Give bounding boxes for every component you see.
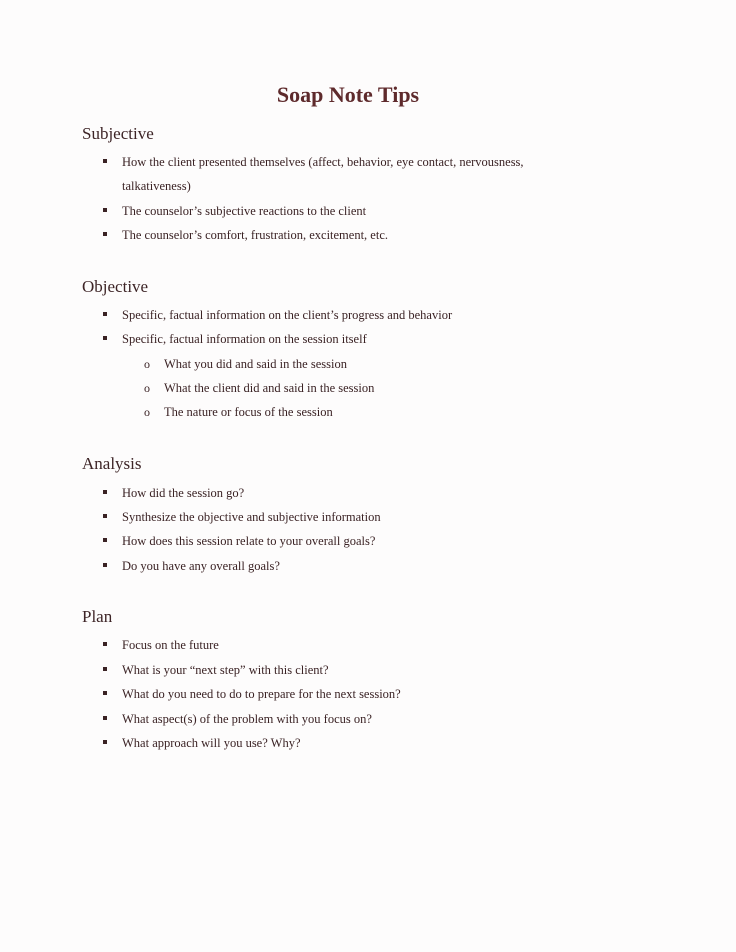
- list-item: Specific, factual information on the session itself: [122, 332, 367, 346]
- bullet-icon: [103, 563, 107, 567]
- section-heading-objective: Objective: [82, 277, 149, 296]
- bullet-icon: [103, 691, 107, 695]
- sub-bullet-icon: o: [144, 381, 150, 395]
- list-item: Synthesize the objective and subjective information: [122, 510, 381, 524]
- bullet-icon: [103, 336, 107, 340]
- list-item: What is your “next step” with this client?: [122, 663, 329, 677]
- bullet-icon: [103, 514, 107, 518]
- bullet-icon: [103, 490, 107, 494]
- section-heading-subjective: Subjective: [82, 124, 154, 143]
- bullet-icon: [103, 642, 107, 646]
- bullet-icon: [103, 312, 107, 316]
- sub-bullet-icon: o: [144, 357, 150, 371]
- list-item-continuation: talkativeness): [122, 179, 191, 193]
- list-item: Specific, factual information on the client’s progress and behavior: [122, 308, 453, 322]
- list-item: The counselor’s comfort, frustration, excitement, etc.: [122, 228, 388, 242]
- sub-list-item: The nature or focus of the session: [164, 405, 333, 419]
- list-item: How the client presented themselves (affect, behavior, eye contact, nervousness,: [122, 155, 524, 169]
- section-heading-plan: Plan: [82, 607, 113, 626]
- page-title: Soap Note Tips: [276, 82, 420, 107]
- list-item: Do you have any overall goals?: [122, 559, 280, 573]
- bullet-icon: [103, 716, 107, 720]
- bullet-icon: [103, 159, 107, 163]
- section-heading-analysis: Analysis: [82, 454, 142, 473]
- bullet-icon: [103, 667, 107, 671]
- list-item: What aspect(s) of the problem with you focus on?: [122, 712, 372, 726]
- list-item: The counselor’s subjective reactions to the client: [122, 204, 367, 218]
- list-item: What approach will you use? Why?: [122, 736, 301, 750]
- list-item: How did the session go?: [122, 486, 245, 500]
- list-item: Focus on the future: [122, 638, 219, 652]
- list-item: How does this session relate to your overall goals?: [122, 534, 376, 548]
- sub-list-item: What the client did and said in the session: [164, 381, 375, 395]
- sub-list-item: What you did and said in the session: [164, 357, 347, 371]
- list-item: What do you need to do to prepare for the next session?: [122, 687, 401, 701]
- bullet-icon: [103, 740, 107, 744]
- bullet-icon: [103, 208, 107, 212]
- bullet-icon: [103, 538, 107, 542]
- bullet-icon: [103, 232, 107, 236]
- sub-bullet-icon: o: [144, 405, 150, 419]
